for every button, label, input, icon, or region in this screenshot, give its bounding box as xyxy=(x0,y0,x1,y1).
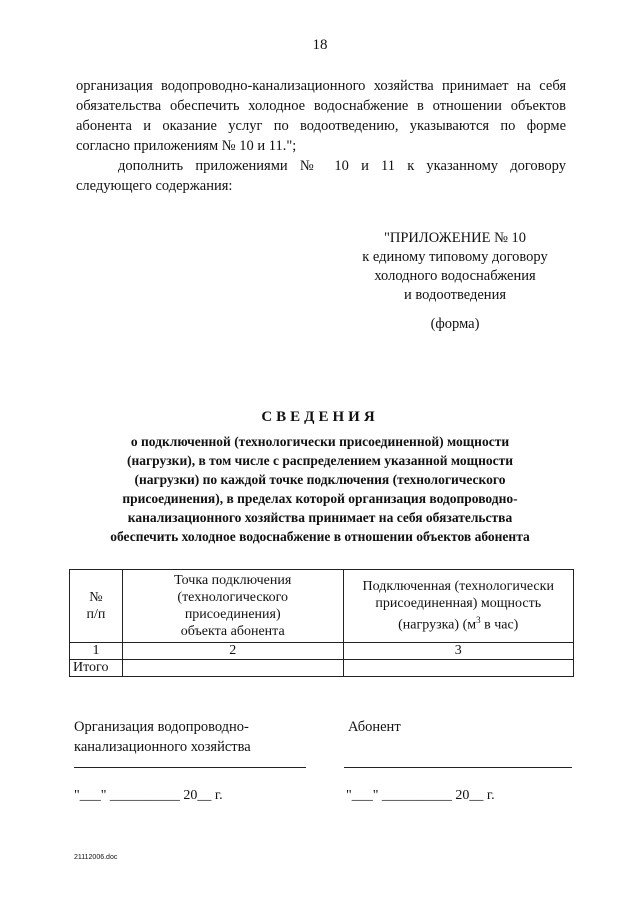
paragraph-obligations xyxy=(76,76,566,156)
signature-date-org: "___" __________ 20__ г. xyxy=(74,788,223,803)
document-subtitle xyxy=(90,432,550,546)
paragraph-line: согласно приложениям № 10 и 11."; xyxy=(76,138,297,154)
file-name-footer: 21112006.doc xyxy=(74,854,118,861)
header-text-line: Точка подключения xyxy=(174,573,292,588)
table-header-row xyxy=(70,570,574,643)
document-title: СВЕДЕНИЯ xyxy=(261,409,379,425)
subtitle-line: (нагрузки) по каждой точке подключения (технологического xyxy=(134,472,506,487)
paragraph-line: абонента и оказание услуг по водоотведению, указываются по форме xyxy=(76,118,566,134)
capacity-table xyxy=(69,569,574,677)
header-text-line: (технологического xyxy=(177,590,289,605)
subtitle-line: обеспечить холодное водоснабжение в отношении объектов абонента xyxy=(110,529,530,544)
signature-line-org[interactable] xyxy=(74,767,306,768)
annex-header xyxy=(345,229,565,305)
signature-line-subscriber[interactable] xyxy=(344,767,572,768)
header-unit-sup: 3 xyxy=(476,615,481,626)
annex-line: "ПРИЛОЖЕНИЕ № 10 xyxy=(383,230,527,246)
header-text-line xyxy=(347,612,571,634)
header-number-sign: № xyxy=(89,590,103,605)
paragraph-line: обязательства обеспечить холодное водоснабжение в отношении объектов xyxy=(76,98,566,114)
annex-line: и водоотведения xyxy=(404,287,506,303)
table-cell xyxy=(122,660,343,677)
header-connection-point xyxy=(122,570,343,643)
total-label: Итого xyxy=(70,660,123,677)
subtitle-line: канализационного хозяйства принимает на себя обязательства xyxy=(127,510,513,525)
header-text-line: присоединения) xyxy=(184,607,281,622)
paragraph-line: организация водопроводно-канализационного хозяйства принимает на себя xyxy=(76,78,566,94)
table-total-row xyxy=(70,660,574,677)
signature-date-subscriber: "___" __________ 20__ г. xyxy=(346,788,495,803)
header-number xyxy=(70,570,123,643)
signature-org-label xyxy=(74,717,251,757)
paragraph-line: дополнить приложениями № 10 и 11 к указанному договору xyxy=(118,158,566,174)
header-number-abbr: п/п xyxy=(86,607,106,622)
subtitle-line: о подключенной (технологически присоединенной) мощности xyxy=(130,434,510,449)
paragraph-supplement xyxy=(76,156,566,196)
header-text-line: объекта абонента xyxy=(180,624,285,639)
form-label: (форма) xyxy=(430,316,480,332)
paragraph-line: следующего содержания: xyxy=(76,178,233,194)
table-numbering-row xyxy=(70,643,574,660)
page-number: 18 xyxy=(312,37,328,53)
table-cell: 2 xyxy=(122,643,343,660)
signature-label-line: канализационного хозяйства xyxy=(74,739,251,755)
header-unit-pre: (нагрузка) (м xyxy=(398,617,477,633)
table-cell xyxy=(343,660,574,677)
table-cell: 1 xyxy=(70,643,123,660)
annex-line: холодного водоснабжения xyxy=(374,268,536,284)
subtitle-line: (нагрузки), в том числе с распределением указанной мощности xyxy=(127,453,513,468)
header-unit-post: в час) xyxy=(480,617,519,633)
signature-subscriber-label: Абонент xyxy=(348,719,401,735)
subtitle-line: присоединения), в пределах которой организация водопроводно- xyxy=(122,491,518,506)
table-cell: 3 xyxy=(343,643,574,660)
header-text-line: присоединенная) мощность xyxy=(375,596,542,612)
header-capacity xyxy=(343,570,574,643)
header-text-line: Подключенная (технологически xyxy=(362,579,554,595)
annex-line: к единому типовому договору xyxy=(362,249,548,265)
signature-label-line: Организация водопроводно- xyxy=(74,719,249,735)
